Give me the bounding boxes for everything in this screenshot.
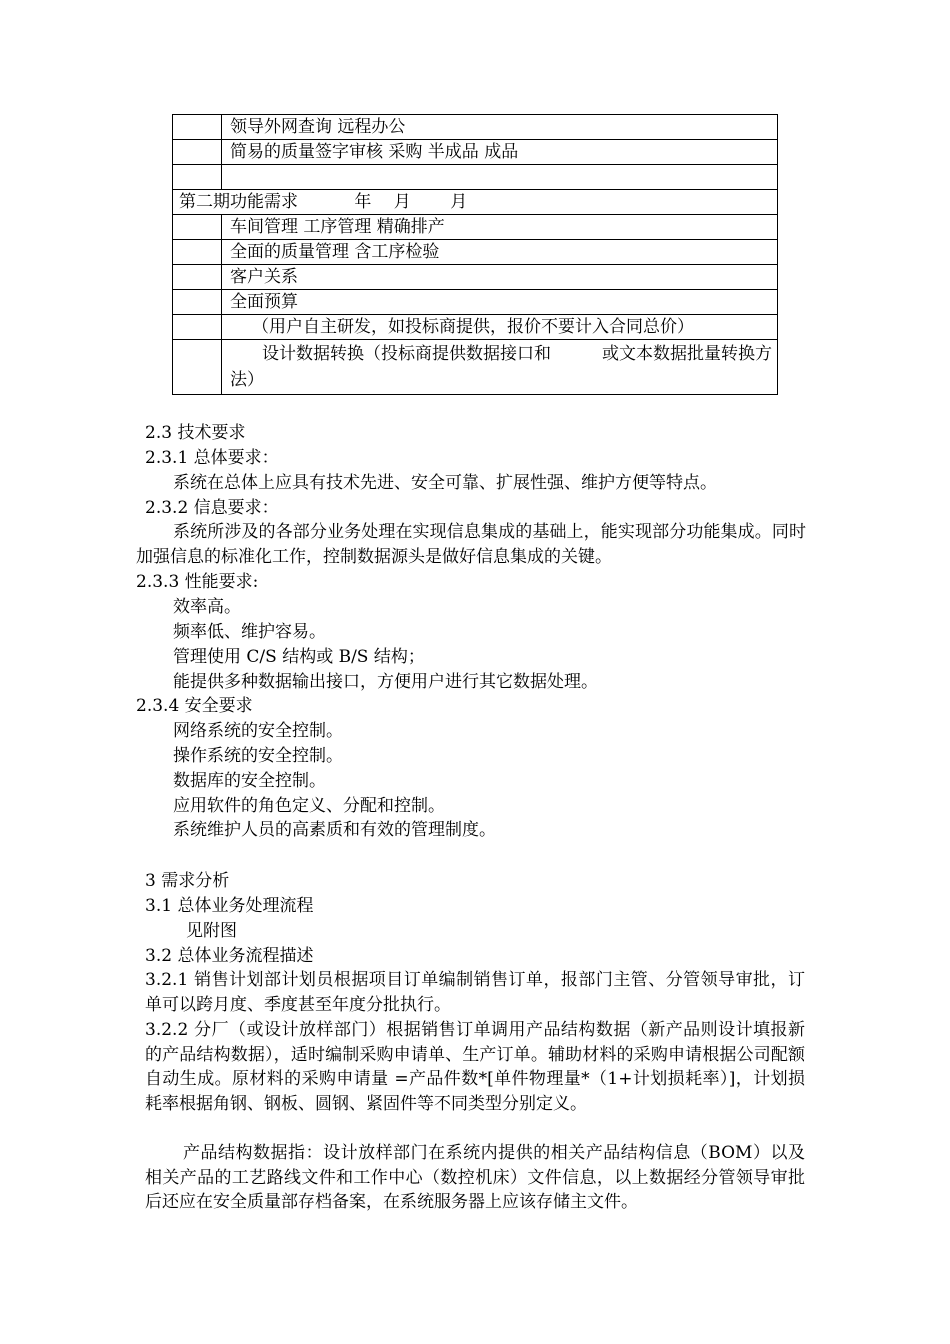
section-heading: 3 需求分析	[145, 871, 230, 891]
table-row	[173, 115, 778, 140]
body-paragraph: 产品结构数据指：设计放样部门在系统内提供的相关产品结构信息（BOM）以及相关产品的工艺路线文件和工作中心（数控机床）文件信息，以上数据经分管领导审批后还应在安全质量部存档备案，在系统服务器上应该存储主文件。	[145, 1143, 805, 1212]
list-item: 管理使用 C/S 结构或 B/S 结构；	[173, 647, 425, 667]
phase-two-header: 第二期功能需求 年 月 月	[173, 190, 778, 215]
list-item: 网络系统的安全控制。	[173, 721, 343, 741]
list-item: 能提供多种数据输出接口，方便用户进行其它数据处理。	[173, 672, 598, 692]
list-item: 系统维护人员的高素质和有效的管理制度。	[173, 820, 496, 840]
list-item: 数据库的安全控制。	[173, 771, 326, 791]
table-cell: （用户自主研发，如投标商提供，报价不要计入合同总价）	[222, 315, 778, 340]
table-cell: 全面预算	[222, 290, 778, 315]
list-item: 频率低、维护容易。	[173, 622, 326, 642]
table-cell: 领导外网查询 远程办公	[222, 115, 778, 140]
section-heading: 2.3 技术要求	[145, 423, 246, 443]
table-row	[173, 140, 778, 165]
table-row	[173, 290, 778, 315]
subsection-heading: 2.3.1 总体要求：	[145, 448, 279, 468]
table-cell: 车间管理 工序管理 精确排产	[222, 215, 778, 240]
table-row	[173, 165, 778, 190]
subsection-heading: 2.3.2 信息要求：	[145, 498, 279, 518]
table-cell: 全面的质量管理 含工序检验	[222, 240, 778, 265]
requirements-table	[172, 114, 778, 395]
subsection-heading: 2.3.3 性能要求:	[136, 572, 259, 592]
table-row	[173, 190, 778, 215]
body-text: 见附图	[186, 921, 237, 941]
table-cell	[173, 165, 222, 190]
table-cell	[173, 340, 222, 395]
table-cell	[173, 290, 222, 315]
table-row	[173, 340, 778, 395]
list-item: 应用软件的角色定义、分配和控制。	[173, 796, 445, 816]
list-item: 效率高。	[173, 597, 241, 617]
table-cell: 简易的质量签字审核 采购 半成品 成品	[222, 140, 778, 165]
table-cell	[173, 215, 222, 240]
table-cell	[222, 340, 778, 395]
table-cell	[173, 140, 222, 165]
table-row	[173, 215, 778, 240]
subsection-heading: 3.1 总体业务处理流程	[145, 896, 314, 916]
table-cell	[173, 115, 222, 140]
body-paragraph: 3.2.1 销售计划部计划员根据项目订单编制销售订单，报部门主管、分管领导审批，订单可以跨月度、季度甚至年度分批执行。	[145, 970, 805, 1015]
table-cell	[173, 315, 222, 340]
table-row	[173, 240, 778, 265]
table-cell-text: 设计数据转换（投标商提供数据接口和 或文本数据批量转换方法）	[230, 344, 772, 390]
list-item: 操作系统的安全控制。	[173, 746, 343, 766]
table-row	[173, 265, 778, 290]
table-row	[173, 315, 778, 340]
subsection-heading: 3.2 总体业务流程描述	[145, 946, 314, 966]
body-paragraph: 3.2.2 分厂（或设计放样部门）根据销售订单调用产品结构数据（新产品则设计填报新的产品结构数据），适时编制采购申请单、生产订单。辅助材料的采购申请根据公司配额自动生成。原材料的采购申请量 =产品件数*[单件物理量*（1+计划损耗率）]，计划损耗率根据角钢、钢板、圆钢、紧固件等不同类型分别定义。	[145, 1020, 805, 1114]
table-cell	[222, 165, 778, 190]
table-cell	[173, 240, 222, 265]
body-paragraph: 系统所涉及的各部分业务处理在实现信息集成的基础上，能实现部分功能集成。同时加强信息的标准化工作，控制数据源头是做好信息集成的关键。	[136, 522, 806, 567]
subsection-heading: 2.3.4 安全要求	[136, 696, 253, 716]
table-cell: 客户关系	[222, 265, 778, 290]
table-cell	[173, 265, 222, 290]
body-text: 系统在总体上应具有技术先进、安全可靠、扩展性强、维护方便等特点。	[173, 473, 717, 493]
